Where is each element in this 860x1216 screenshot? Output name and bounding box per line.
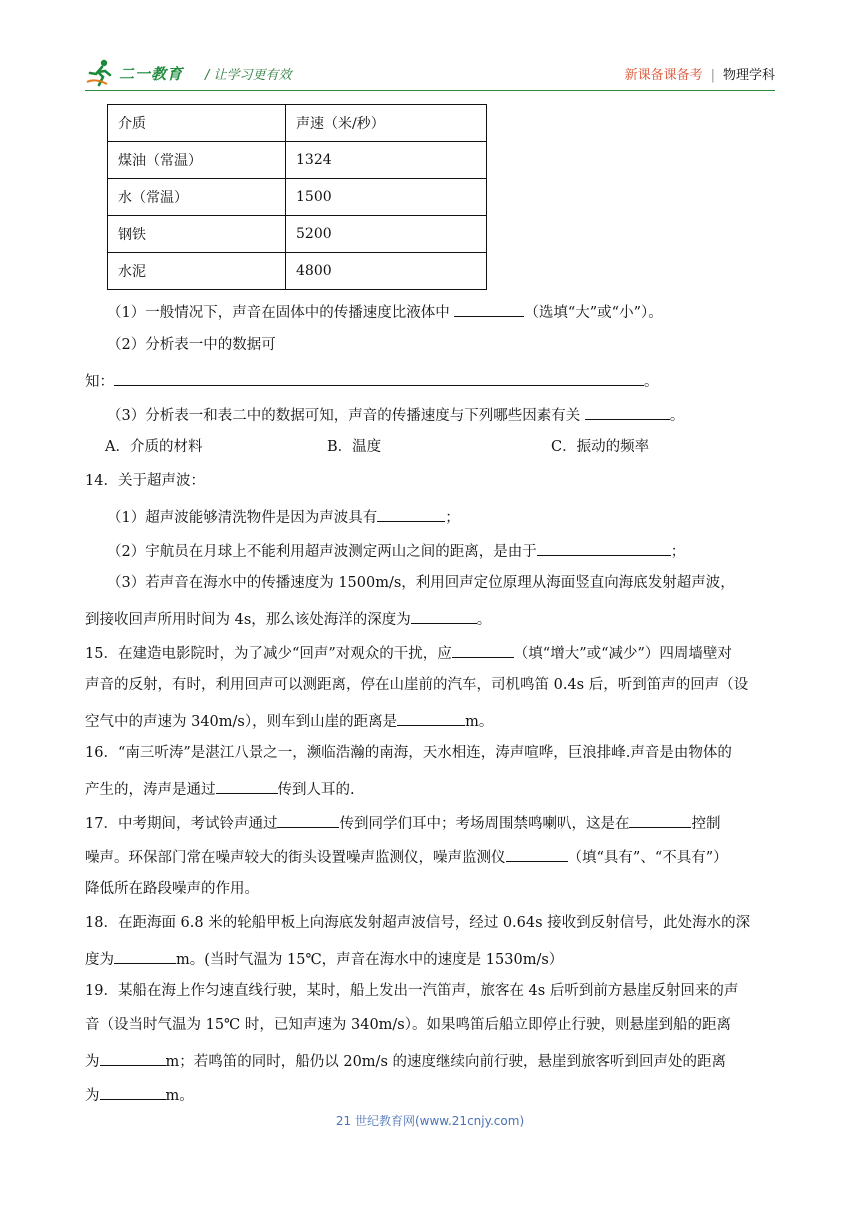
q14-part3: （3）若声音在海水中的传播速度为 1500m/s，利用回声定位原理从海面竖直向海底发射超声波，	[107, 575, 735, 591]
q14-part3-cont	[85, 607, 491, 630]
text: 噪声。环保部门常在噪声较大的街头设置噪声监测仪，噪声监测仪	[85, 850, 506, 866]
option-a: A．介质的材料	[105, 439, 203, 455]
header-divider	[85, 90, 775, 91]
text: 空气中的声速为 340m/s），则车到山崖的距离是	[85, 714, 398, 730]
page-header	[85, 58, 775, 90]
text: （1）一般情况下，声音在固体中的传播速度比液体中	[107, 305, 455, 321]
table-cell: 1324	[286, 142, 487, 179]
table-row	[108, 216, 487, 253]
text: 。	[476, 612, 492, 628]
option-b: B．温度	[327, 439, 382, 455]
option-c: C．振动的频率	[551, 439, 650, 455]
table-cell: 声速（米/秒）	[286, 105, 487, 142]
header-separator: |	[710, 68, 715, 83]
table-row	[108, 253, 487, 290]
answer-blank[interactable]	[114, 947, 176, 964]
header-course-label: 新课备课备考	[624, 68, 703, 83]
text: m；若鸣笛的同时，船仍以 20m/s 的速度继续向前行驶，悬崖到旅客听到回声处的距离	[165, 1054, 726, 1070]
answer-blank[interactable]	[411, 607, 477, 624]
table-cell: 水（常温）	[108, 179, 286, 216]
text: （填“具有”、“不具有”）	[567, 850, 728, 866]
header-subject-label: 物理学科	[722, 68, 775, 83]
answer-blank[interactable]	[452, 641, 514, 658]
q15-line1	[85, 641, 732, 664]
answer-blank[interactable]	[114, 369, 644, 386]
table-row	[108, 179, 487, 216]
table-row	[108, 105, 487, 142]
table-cell: 水泥	[108, 253, 286, 290]
text: 为	[85, 1088, 100, 1104]
logo-text: 二一教育	[119, 65, 184, 83]
answer-blank[interactable]	[100, 1049, 166, 1066]
text: 传到人耳的.	[277, 782, 355, 798]
header-right	[625, 64, 775, 83]
text: （选填“大”或“小”）。	[524, 305, 663, 321]
text: 知：	[85, 374, 114, 390]
q15-line2: 声音的反射，有时，利用回声可以测距离，停在山崖前的汽车，司机鸣笛 0.4s 后，听到笛声的回声（设	[85, 677, 749, 693]
text: 控制	[691, 816, 721, 832]
table-cell: 煤油（常温）	[108, 142, 286, 179]
q14-part2	[107, 539, 685, 562]
speed-table	[107, 104, 487, 290]
q19-line1: 19．某船在海上作匀速直线行驶，某时，船上发出一汽笛声，旅客在 4s 后听到前方悬崖反射回来的声	[85, 983, 739, 999]
text: 15．在建造电影院时，为了减少“回声”对观众的干扰，应	[85, 646, 452, 662]
answer-blank[interactable]	[377, 505, 445, 522]
text: 。	[644, 374, 659, 390]
text: 产生的，涛声是通过	[85, 782, 216, 798]
text: （填“增大”或“减少”）四周墙壁对	[513, 646, 732, 662]
q17-line2	[85, 845, 728, 868]
text: m。	[465, 714, 494, 730]
slogan: / 让学习更有效	[205, 68, 292, 83]
q13-part1	[107, 300, 663, 323]
answer-blank[interactable]	[397, 709, 465, 726]
text: 。	[669, 408, 685, 424]
table-cell: 4800	[286, 253, 487, 290]
text: （2）宇航员在月球上不能利用超声波测定两山之间的距离，是由于	[107, 544, 537, 560]
text: （1）超声波能够清洗物件是因为声波具有	[107, 510, 378, 526]
table-cell: 介质	[108, 105, 286, 142]
q17-line3: 降低所在路段噪声的作用。	[85, 881, 259, 897]
q16-line1: 16．“南三听涛”是湛江八景之一，濒临浩瀚的南海，天水相连，涛声喧哗，巨浪排峰.声音是由物体的	[85, 745, 732, 761]
q19-line3	[85, 1049, 726, 1072]
text: m。	[165, 1088, 194, 1104]
q13-part2-cont	[85, 369, 659, 392]
table-cell: 5200	[286, 216, 487, 253]
text: 度为	[85, 952, 114, 968]
q18-line1: 18．在距海面 6.8 米的轮船甲板上向海底发射超声波信号，经过 0.64s 接收到反射信号，此处海水的深	[85, 915, 751, 931]
text: ；	[670, 544, 686, 560]
q13-part3	[107, 403, 684, 426]
answer-blank[interactable]	[216, 777, 278, 794]
text: 传到同学们耳中；考场周围禁鸣喇叭，这是在	[339, 816, 630, 832]
text: m。(当时气温为 15℃，声音在海水中的速度是 1530m/s）	[176, 952, 564, 968]
q19-line4	[85, 1083, 194, 1106]
q17-line1	[85, 811, 720, 834]
answer-blank[interactable]	[100, 1083, 166, 1100]
text: ；	[445, 510, 460, 526]
answer-blank[interactable]	[585, 403, 670, 420]
answer-blank[interactable]	[277, 811, 339, 828]
text: 为	[85, 1054, 100, 1070]
text: 17．中考期间，考试铃声通过	[85, 816, 278, 832]
page-footer: 21 世纪教育网(www.21cnjy.com)	[335, 1114, 525, 1128]
q14-title: 14．关于超声波：	[85, 473, 205, 489]
q19-line2: 音（设当时气温为 15℃ 时，已知声速为 340m/s）。如果鸣笛后船立即停止行驶，则悬崖到船的距离	[85, 1017, 731, 1033]
q18-line2	[85, 947, 563, 970]
q13-part2: （2）分析表一中的数据可	[107, 337, 276, 353]
answer-blank[interactable]	[537, 539, 671, 556]
q14-part1	[107, 505, 460, 528]
answer-blank[interactable]	[629, 811, 691, 828]
text: （3）分析表一和表二中的数据可知，声音的传播速度与下列哪些因素有关	[107, 408, 585, 424]
runner-logo-icon	[85, 58, 115, 88]
answer-blank[interactable]	[506, 845, 568, 862]
table-cell: 钢铁	[108, 216, 286, 253]
answer-blank[interactable]	[454, 300, 524, 317]
q15-line3	[85, 709, 493, 732]
table-cell: 1500	[286, 179, 487, 216]
q16-line2	[85, 777, 355, 800]
text: 到接收回声所用时间为 4s，那么该处海洋的深度为	[85, 612, 411, 628]
table-row	[108, 142, 487, 179]
